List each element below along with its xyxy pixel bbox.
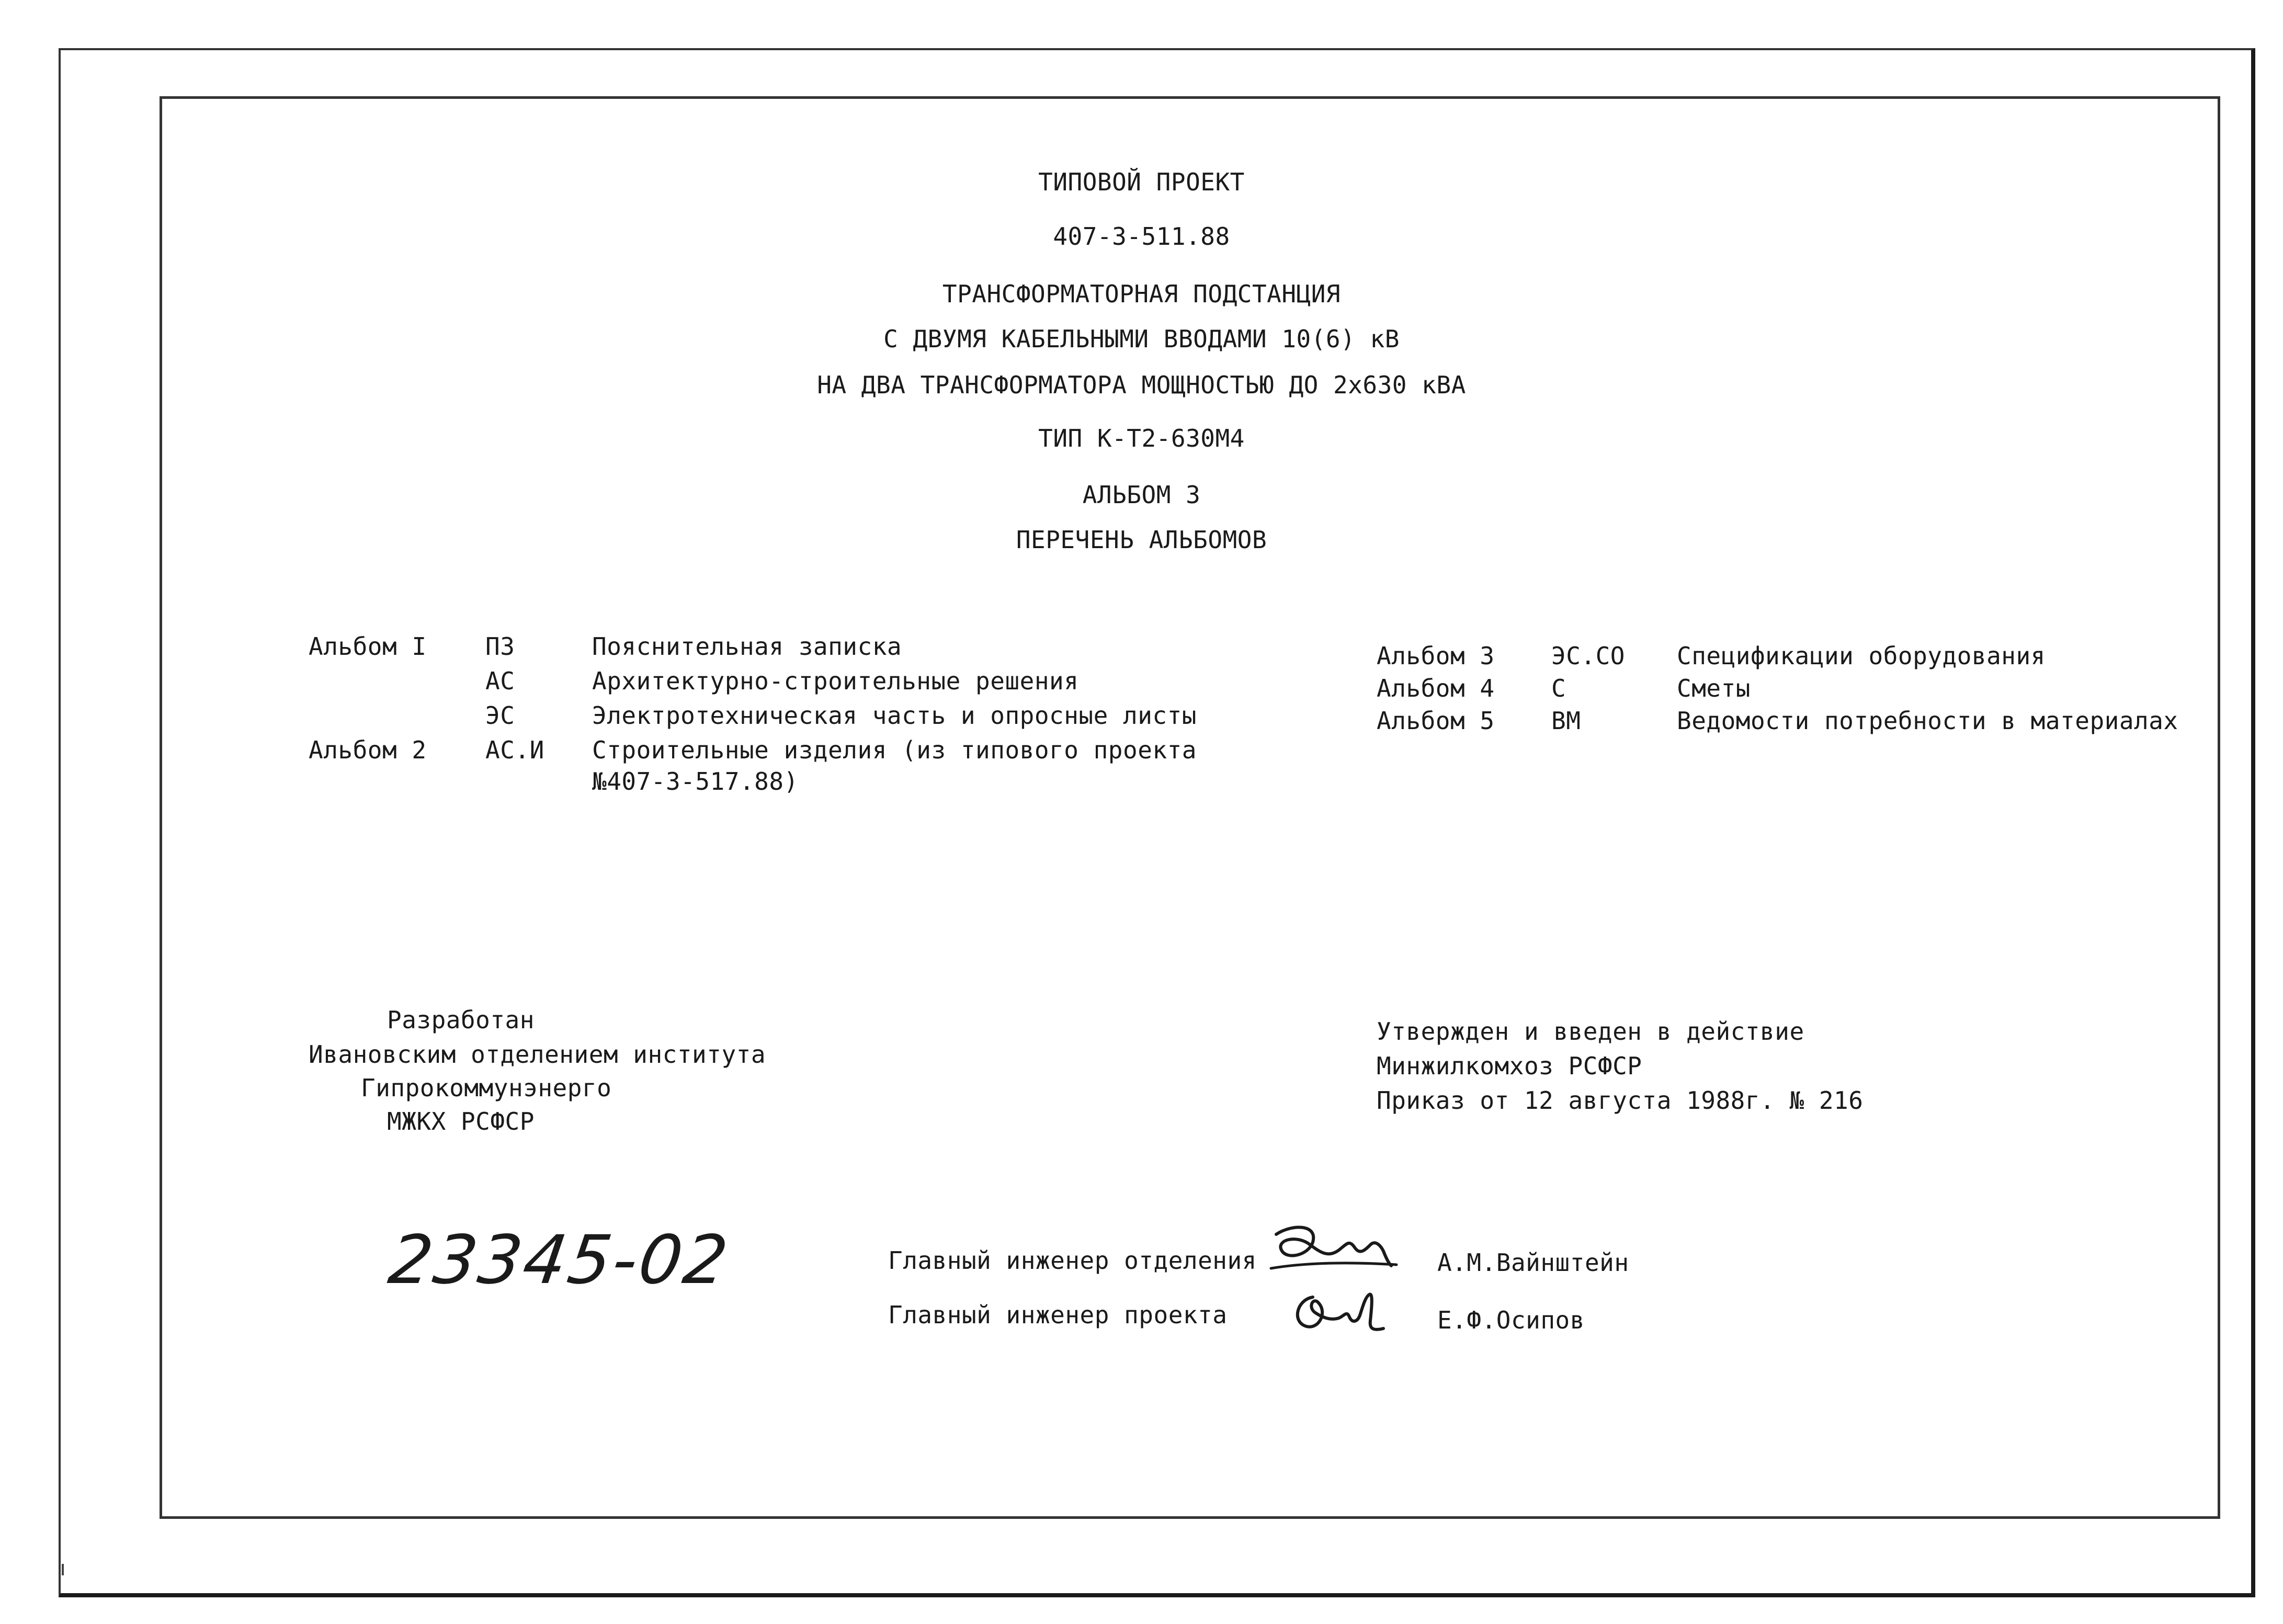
album-label: Альбом 5 (1377, 707, 1495, 735)
margin-tick (62, 1564, 64, 1575)
signatory-role: Главный инженер отделения (888, 1246, 1257, 1275)
approving-authority: Минжилкомхоз РСФСР (1377, 1052, 1642, 1080)
signatory-name: Е.Ф.Осипов (1437, 1306, 1585, 1334)
album-title-continuation: №407-3-517.88) (592, 767, 799, 796)
archive-number: 23345-02 (384, 1221, 734, 1299)
album-code: ПЗ (485, 632, 515, 661)
developer-ministry: МЖКХ РСФСР (387, 1107, 535, 1135)
album-title: Архитектурно-строительные решения (592, 667, 1079, 695)
project-title-line3: НА ДВА ТРАНСФОРМАТОРА МОЩНОСТЬЮ ДО 2х630 кВА (817, 371, 1466, 399)
project-title-line2: С ДВУМЯ КАБЕЛЬНЫМИ ВВОДАМИ 10(6) кВ (883, 325, 1400, 353)
album-title: Ведомости потребности в материалах (1677, 707, 2178, 735)
album-code: ЭС.СО (1551, 642, 1625, 670)
album-label: Альбом 2 (309, 736, 427, 764)
album-code: ЭС (485, 701, 515, 730)
approval-order: Приказ от 12 августа 1988г. № 216 (1377, 1086, 1864, 1115)
signatory-name: А.М.Вайнштейн (1437, 1248, 1629, 1277)
approval-label: Утвержден и введен в действие (1377, 1017, 1804, 1046)
project-number: 407-3-511.88 (1053, 222, 1230, 251)
album-code: АС.И (485, 736, 544, 764)
signature-mark (1281, 1281, 1396, 1344)
substation-type: ТИП К-Т2-630М4 (1038, 424, 1245, 452)
album-label: Альбом 3 (1377, 642, 1495, 670)
developer-organization: Ивановским отделением института (309, 1040, 766, 1069)
album-code: АС (485, 667, 515, 695)
signature-mark (1260, 1213, 1407, 1281)
album-title: Строительные изделия (из типового проекта (592, 736, 1197, 764)
album-number: АЛЬБОМ 3 (1082, 481, 1201, 509)
album-code: ВМ (1551, 707, 1581, 735)
album-title: Спецификации оборудования (1677, 642, 2046, 670)
project-type-heading: ТИПОВОЙ ПРОЕКТ (1038, 168, 1245, 196)
signatory-role: Главный инженер проекта (888, 1301, 1228, 1329)
album-label: Альбом I (309, 632, 427, 661)
album-title: Электротехническая часть и опросные листы (592, 701, 1197, 730)
album-label: Альбом 4 (1377, 674, 1495, 702)
developed-label: Разработан (387, 1006, 535, 1034)
album-code: С (1551, 674, 1566, 702)
project-title-line1: ТРАНСФОРМАТОРНАЯ ПОДСТАНЦИЯ (942, 280, 1341, 308)
album-title: Сметы (1677, 674, 1751, 702)
developer-institute: Гипрокоммунэнерго (361, 1074, 612, 1102)
album-title: Пояснительная записка (592, 632, 902, 661)
album-list-heading: ПЕРЕЧЕНЬ АЛЬБОМОВ (1016, 526, 1267, 554)
